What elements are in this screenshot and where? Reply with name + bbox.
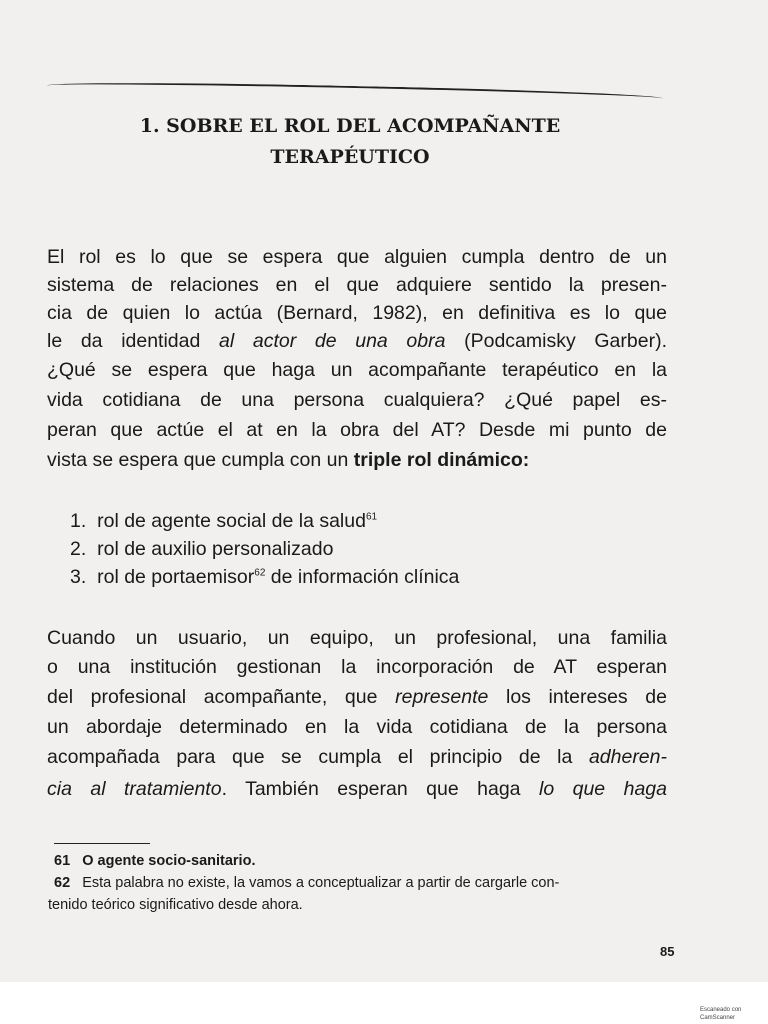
footnote-ref: 61	[365, 511, 378, 523]
text-line	[47, 448, 667, 472]
text: vista se espera que cumpla con un	[47, 449, 354, 471]
footnote-61	[54, 852, 255, 870]
text: le da identidad	[47, 330, 220, 352]
text-line	[47, 777, 667, 801]
list-item	[70, 565, 459, 589]
italic-text: represente	[395, 686, 489, 708]
text: (Podcamisky Garber).	[445, 330, 667, 352]
text-line: un abordaje determinado en la vida cotidiana de la persona	[47, 716, 667, 738]
footnote-rule	[54, 843, 150, 844]
list-text: rol de agente social de la salud	[97, 510, 366, 532]
text-line: Cuando un usuario, un equipo, un profesional, una familia	[47, 627, 667, 649]
footnote-number: 62	[54, 875, 71, 891]
footnote-ref: 62	[254, 567, 266, 579]
text-line: sistema de relaciones en el que adquiere sentido la presen-	[47, 274, 667, 296]
bold-text: triple rol dinámico:	[353, 449, 530, 471]
header-rule	[47, 80, 663, 113]
chapter-title-cont: TERAPÉUTICO	[270, 146, 430, 168]
italic-text: lo que haga	[538, 778, 667, 800]
text-line: ¿Qué se espera que haga un acompañante terapéutico en la	[47, 359, 667, 381]
list-item	[70, 537, 333, 561]
footnote-62	[54, 874, 559, 892]
footnote-62-cont: tenido teórico significativo desde ahora.	[48, 897, 303, 913]
text: del profesional acompañante, que	[47, 686, 396, 708]
text-line	[47, 685, 667, 709]
text-line	[47, 329, 667, 353]
text-line: El rol es lo que se espera que alguien cumpla dentro de un	[47, 246, 667, 268]
text-line: peran que actúe el at en la obra del AT? Desde mi punto de	[47, 419, 667, 441]
text-line: cia de quien lo actúa (Bernard, 1982), en definitiva es lo que	[47, 302, 667, 324]
list-text: rol de portaemisor	[97, 566, 255, 588]
list-number: 3.	[70, 566, 87, 588]
italic-text: adheren-	[588, 746, 667, 768]
list-text: de información clínica	[265, 566, 460, 588]
footnote-text: Esta palabra no existe, la vamos a conceptualizar a partir de cargarle con-	[82, 875, 560, 891]
chapter-title: 1. SOBRE EL ROL DEL ACOMPAÑANTE	[139, 115, 561, 137]
list-number: 2.	[70, 538, 87, 560]
list-item	[70, 509, 377, 533]
text: los intereses de	[488, 686, 668, 708]
scanner-watermark: Escaneado con CamScanner	[700, 1007, 742, 1021]
page-number: 85	[660, 944, 675, 959]
italic-text: cia al tratamiento	[47, 778, 222, 800]
text-line: o una institución gestionan la incorporación de AT esperan	[47, 656, 667, 678]
list-text: rol de auxilio personalizado	[97, 538, 334, 560]
footnote-number: 61	[54, 853, 71, 869]
footnote-text: O agente socio-sanitario.	[82, 853, 256, 869]
text: acompañada para que se cumpla el principio de la	[47, 746, 589, 768]
text-line: vida cotidiana de una persona cualquiera? ¿Qué papel es-	[47, 389, 667, 411]
text: . También esperan que haga	[221, 778, 539, 800]
list-number: 1.	[70, 510, 87, 532]
text-line	[47, 745, 667, 769]
italic-text: al actor de una obra	[219, 330, 446, 352]
